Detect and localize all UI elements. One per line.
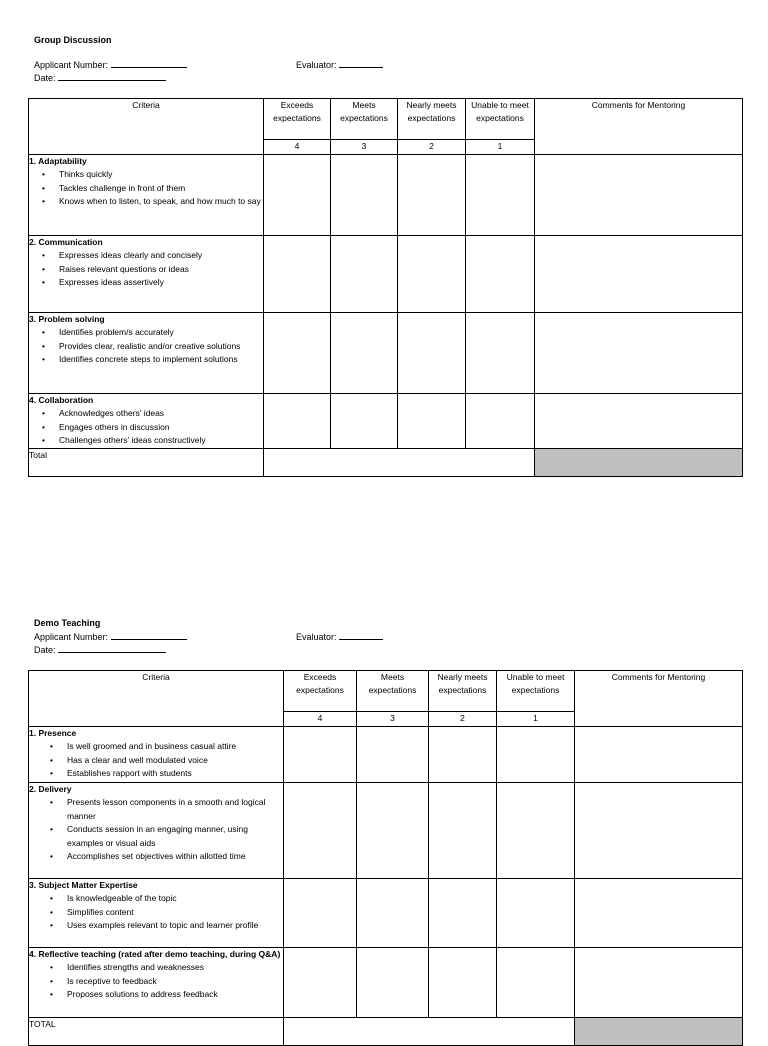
list-item: • Simplifies content [67, 906, 283, 920]
criterion-reflective-teaching: 4. Reflective teaching (rated after demo teaching, during Q&A) • Identifies strengths and weaknesses • Is receptive to feedback • Proposes solutions to address feedback [29, 947, 284, 1017]
total-label: TOTAL [29, 1017, 284, 1045]
list-item: • Establishes rapport with students [67, 767, 283, 781]
list-item: • Expresses ideas clearly and concisely [59, 249, 263, 263]
list-item: • Accomplishes set objectives within allotted time [67, 850, 283, 864]
demo-applicant-number-line[interactable] [111, 631, 187, 640]
total-score-cell[interactable] [284, 1017, 575, 1045]
score-2: 2 [398, 140, 466, 155]
list-item: • Thinks quickly [59, 168, 263, 182]
score-4: 4 [264, 140, 331, 155]
rating-cell[interactable] [466, 312, 535, 393]
total-label: Total [29, 448, 264, 476]
table-row [29, 312, 743, 393]
rating-cell[interactable] [497, 782, 575, 878]
total-row [29, 448, 743, 476]
table-row [29, 154, 743, 235]
rating-cell[interactable] [429, 782, 497, 878]
score-3: 3 [331, 140, 398, 155]
criterion-subject-matter-expertise: 3. Subject Matter Expertise • Is knowledgeable of the topic • Simplifies content • Uses examples relevant to topic and learner profile [29, 878, 284, 947]
total-score-cell[interactable] [264, 448, 535, 476]
criterion-communication: 2. Communication • Expresses ideas clearly and concisely • Raises relevant questions or ideas • Expresses ideas assertively [29, 235, 264, 312]
criterion-adaptability: 1. Adaptability • Thinks quickly • Tackles challenge in front of them • Knows when to listen, to speak, and how much to say [29, 154, 264, 235]
rating-cell[interactable] [331, 312, 398, 393]
rating-cell[interactable] [357, 878, 429, 947]
total-comment-shaded [575, 1017, 743, 1045]
list-item: • Acknowledges others’ ideas [59, 407, 263, 421]
rating-cell[interactable] [497, 878, 575, 947]
rating-cell[interactable] [264, 154, 331, 235]
nearly-header: Nearly meets expectations [398, 99, 466, 140]
criteria-header: Criteria [29, 671, 284, 727]
group-discussion-table [28, 98, 743, 477]
rating-cell[interactable] [466, 393, 535, 448]
rating-cell[interactable] [284, 947, 357, 1017]
rating-cell[interactable] [429, 947, 497, 1017]
rating-cell[interactable] [357, 947, 429, 1017]
table-row [29, 782, 743, 878]
table-row [29, 726, 743, 782]
table-row [29, 878, 743, 947]
list-item: • Presents lesson components in a smooth and logical manner [67, 796, 283, 823]
list-item: • Conducts session in an engaging manner, using examples or visual aids [67, 823, 283, 850]
list-item: • Identifies concrete steps to implement solutions [59, 353, 263, 367]
list-item: • Is well groomed and in business casual attire [67, 740, 283, 754]
rating-cell[interactable] [398, 154, 466, 235]
demo-applicant-number: Applicant Number: [34, 631, 187, 642]
list-item: • Provides clear, realistic and/or creative solutions [59, 340, 263, 354]
list-item: • Has a clear and well modulated voice [67, 754, 283, 768]
rating-cell[interactable] [264, 235, 331, 312]
comment-cell[interactable] [535, 312, 743, 393]
demo-teaching-table [28, 670, 743, 1046]
list-item: • Tackles challenge in front of them [59, 182, 263, 196]
criterion-delivery: 2. Delivery • Presents lesson components in a smooth and logical manner • Conducts session in an engaging manner, using examples or visual aids • Accomplishes set objectives within allotted time [29, 782, 284, 878]
demo-evaluator-line[interactable] [339, 631, 383, 640]
demo-date: Date: [34, 644, 166, 655]
list-item: • Knows when to listen, to speak, and how much to say [59, 195, 263, 209]
group-applicant-number: Applicant Number: [34, 59, 187, 70]
rating-cell[interactable] [284, 878, 357, 947]
table-row [29, 235, 743, 312]
rating-cell[interactable] [357, 726, 429, 782]
exceeds-header: Exceeds expectations [284, 671, 357, 712]
rating-cell[interactable] [331, 393, 398, 448]
group-date: Date: [34, 72, 166, 83]
rating-cell[interactable] [497, 947, 575, 1017]
comment-cell[interactable] [575, 947, 743, 1017]
comments-header: Comments for Mentoring [535, 99, 743, 155]
score-4: 4 [284, 712, 357, 727]
list-item: • Raises relevant questions or ideas [59, 263, 263, 277]
rating-cell[interactable] [284, 782, 357, 878]
demo-evaluator: Evaluator: [296, 631, 383, 642]
total-row [29, 1017, 743, 1045]
unable-header: Unable to meet expectations [497, 671, 575, 712]
rating-cell[interactable] [429, 726, 497, 782]
rating-cell[interactable] [264, 312, 331, 393]
rating-cell[interactable] [497, 726, 575, 782]
rating-cell[interactable] [331, 235, 398, 312]
meets-header: Meets expectations [331, 99, 398, 140]
comment-cell[interactable] [575, 878, 743, 947]
comment-cell[interactable] [535, 235, 743, 312]
list-item: • Identifies strengths and weaknesses [67, 961, 283, 975]
list-item: • Is knowledgeable of the topic [67, 892, 283, 906]
rating-cell[interactable] [264, 393, 331, 448]
rating-cell[interactable] [357, 782, 429, 878]
list-item: • Engages others in discussion [59, 421, 263, 435]
rating-cell[interactable] [429, 878, 497, 947]
group-evaluator: Evaluator: [296, 59, 383, 70]
table-row [29, 947, 743, 1017]
rating-cell[interactable] [466, 235, 535, 312]
list-item: • Uses examples relevant to topic and learner profile [67, 919, 283, 933]
comment-cell[interactable] [575, 726, 743, 782]
list-item: • Identifies problem/s accurately [59, 326, 263, 340]
group-applicant-number-line[interactable] [111, 59, 187, 68]
group-evaluator-line[interactable] [339, 59, 383, 68]
list-item: • Is receptive to feedback [67, 975, 283, 989]
list-item: • Expresses ideas assertively [59, 276, 263, 290]
comment-cell[interactable] [535, 154, 743, 235]
score-1: 1 [466, 140, 535, 155]
rating-cell[interactable] [466, 154, 535, 235]
score-2: 2 [429, 712, 497, 727]
score-1: 1 [497, 712, 575, 727]
unable-header: Unable to meet expectations [466, 99, 535, 140]
demo-date-line[interactable] [58, 644, 166, 653]
rating-cell[interactable] [398, 393, 466, 448]
demo-teaching-title: Demo Teaching [34, 618, 101, 628]
meets-header: Meets expectations [357, 671, 429, 712]
criterion-collaboration: 4. Collaboration • Acknowledges others’ ideas • Engages others in discussion • Challenges others’ ideas constructively [29, 393, 264, 448]
group-discussion-title: Group Discussion [34, 35, 112, 45]
rating-cell[interactable] [398, 235, 466, 312]
comment-cell[interactable] [575, 782, 743, 878]
nearly-header: Nearly meets expectations [429, 671, 497, 712]
rating-cell[interactable] [398, 312, 466, 393]
criteria-header: Criteria [29, 99, 264, 155]
comments-header: Comments for Mentoring [575, 671, 743, 727]
rating-cell[interactable] [284, 726, 357, 782]
score-3: 3 [357, 712, 429, 727]
exceeds-header: Exceeds expectations [264, 99, 331, 140]
criterion-presence: 1. Presence • Is well groomed and in business casual attire • Has a clear and well modulated voice • Establishes rapport with students [29, 726, 284, 782]
list-item: • Challenges others’ ideas constructively [59, 434, 263, 448]
comment-cell[interactable] [535, 393, 743, 448]
total-comment-shaded [535, 448, 743, 476]
list-item: • Proposes solutions to address feedback [67, 988, 283, 1002]
group-date-line[interactable] [58, 72, 166, 81]
table-row [29, 393, 743, 448]
criterion-problem-solving: 3. Problem solving • Identifies problem/s accurately • Provides clear, realistic and/or creative solutions • Identifies concrete steps to implement solutions [29, 312, 264, 393]
rating-cell[interactable] [331, 154, 398, 235]
